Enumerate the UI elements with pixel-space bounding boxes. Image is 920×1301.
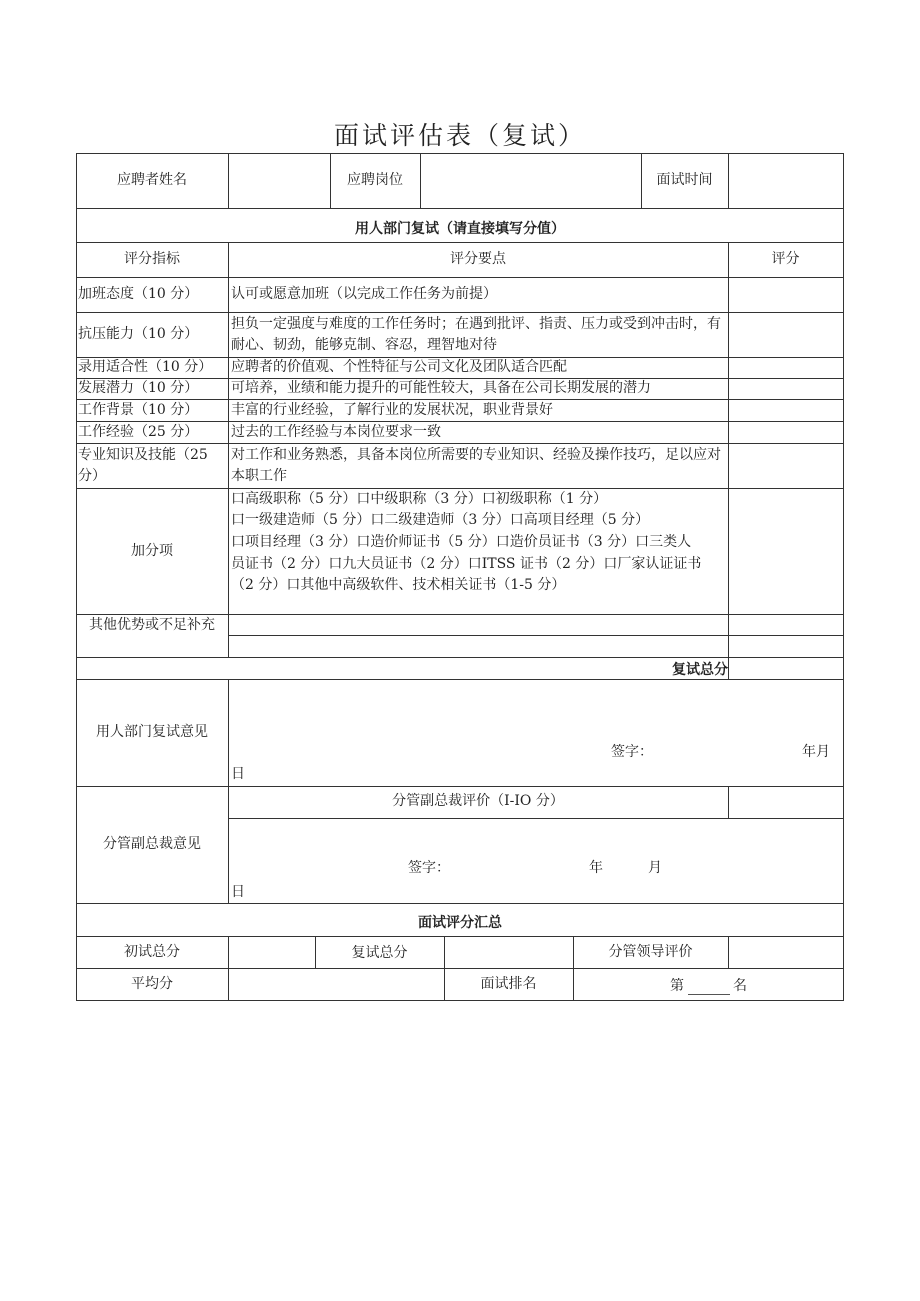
criterion-name: 抗压能力（10 分） [78,326,199,342]
interview-time-label: 面试时间 [656,172,713,188]
grid-line [228,936,229,1001]
vp-date-day: 日 [231,884,245,900]
retest-total-summary-label: 复试总分 [351,945,408,961]
dept-section-title: 用人部门复试（请直接填写分值） [355,221,565,237]
score-column-header: 评分 [771,251,800,267]
leader-rating-label: 分管领导评价 [608,944,693,960]
applicant-name-label: 应聘者姓名 [117,172,187,188]
criterion-description: 对工作和业务熟悉，具备本岗位所需要的专业知识、经验及操作技巧，足以应对本职工作 [231,447,721,484]
criterion-description: 担负一定强度与难度的工作任务时；在遇到批评、指责、压力或受到冲击时，有耐心、韧劲，能够克制、容忍，理智地对待 [231,316,721,353]
grid-line [728,786,729,818]
bonus-line: （2 分）口其他中高级软件、技术相关证书（1-5 分） [231,577,566,593]
rank-prefix: 第 [670,978,684,994]
criterion-name: 专业知识及技能（25 分） [78,447,208,484]
grid-line [728,242,729,679]
grid-line [76,208,844,209]
criterion-description: 过去的工作经验与本岗位要求一致 [231,424,441,440]
grid-line [228,818,844,819]
grid-line [728,936,729,968]
evaluation-form [76,153,844,1001]
bonus-label: 加分项 [131,543,173,559]
criterion-name: 发展潜力（10 分） [78,380,199,396]
dept-date-year-month: 年月 [802,744,830,760]
grid-line [228,153,229,208]
criterion-description: 认可或愿意加班（以完成工作任务为前提） [231,286,497,302]
grid-line [228,635,844,636]
rank-label: 面试排名 [480,976,537,992]
dept-opinion-label: 用人部门复试意见 [96,724,208,740]
bonus-line: 口一级建造师（5 分）口二级建造师（3 分）口高项目经理（5 分） [231,512,650,528]
grid-line [76,679,844,680]
grid-line [76,903,844,904]
average-label: 平均分 [131,976,173,992]
criteria-column-header: 评分指标 [124,251,180,267]
summary-title: 面试评分汇总 [418,915,502,931]
rank-suffix: 名 [733,978,747,994]
grid-line [728,153,729,208]
bonus-line: 员证书（2 分）口九大员证书（2 分）口ITSS 证书（2 分）口厂家认证证书 [231,556,702,572]
criterion-name: 录用适合性（10 分） [78,359,213,375]
grid-line [76,968,844,969]
grid-line [843,153,844,1001]
grid-line [420,153,421,208]
page-title: 面试评估表（复试） [333,121,586,150]
grid-line [228,242,229,657]
vp-date-month: 月 [648,860,662,876]
points-column-header: 评分要点 [450,251,506,267]
position-label: 应聘岗位 [347,172,403,188]
dept-date-day: 日 [231,766,245,782]
vp-date-year: 年 [589,860,603,876]
grid-line [76,153,77,1001]
criterion-description: 丰富的行业经验，了解行业的发展状况，职业背景好 [231,402,553,418]
criterion-name: 加班态度（10 分） [78,286,199,302]
other-remarks-label: 其他优势或不足补充 [89,617,215,633]
criterion-description: 应聘者的价值观、个性特征与公司文化及团队适合匹配 [231,359,567,375]
vp-rating-label: 分管副总裁评价（I-IO 分） [392,793,564,809]
retest-total-label: 复试总分 [672,662,728,678]
grid-line [76,1000,844,1001]
bonus-line: 口项目经理（3 分）口造价师证书（5 分）口造价员证书（3 分）口三类人 [231,534,692,550]
rank-blank-field[interactable] [688,994,730,995]
criterion-description: 可培养，业绩和能力提升的可能性较大，具备在公司长期发展的潜力 [231,380,651,396]
criterion-name: 工作经验（25 分） [78,424,199,440]
vp-opinion-label: 分管副总裁意见 [103,836,201,852]
first-total-label: 初试总分 [124,944,180,960]
dept-sign-label: 签字： [611,744,653,760]
criterion-name: 工作背景（10 分） [78,402,199,418]
vp-sign-label: 签字： [408,860,450,876]
bonus-line: 口高级职称（5 分）口中级职称（3 分）口初级职称（1 分） [231,491,608,507]
